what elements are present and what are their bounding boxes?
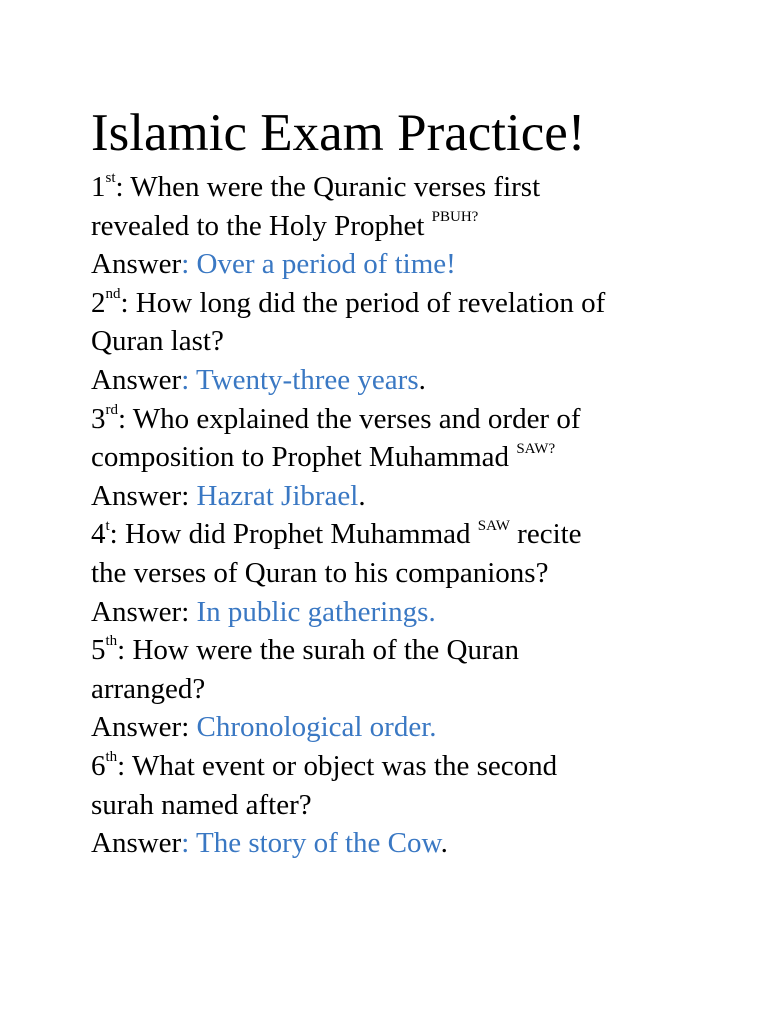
question-text: : Who explained the verses and order of [118, 402, 581, 435]
question-number: 1 [91, 171, 106, 203]
question-line [91, 284, 751, 323]
question-number: 2 [91, 286, 106, 319]
answer-line [91, 593, 751, 632]
question-text: : How were the surah of the Quran [117, 634, 520, 667]
honorific: SAW? [516, 440, 556, 457]
answer-separator: : [181, 827, 196, 860]
question-text: : What event or object was the second [117, 749, 558, 782]
ordinal-suffix: nd [105, 286, 121, 303]
answer-line [91, 824, 751, 863]
answer-line [91, 477, 751, 516]
ordinal-suffix: th [105, 633, 118, 650]
ordinal-suffix: rd [105, 401, 118, 418]
answer-label: Answer [91, 711, 182, 744]
answer-separator: : [181, 595, 197, 628]
question-text: : When were the Quranic verses first [115, 171, 541, 203]
ordinal-suffix: t [105, 517, 110, 534]
answer-separator: : [181, 479, 197, 512]
answer-separator: : [181, 248, 197, 281]
question-text: surah named after? [91, 788, 312, 821]
answer-separator: : [181, 711, 197, 744]
question-text: recite [509, 518, 582, 551]
answer-text: Chronological order. [196, 711, 437, 744]
question-text: the verses of Quran to his companions? [91, 556, 549, 589]
question-number: 5 [91, 634, 106, 667]
answer-line [91, 708, 751, 747]
answer-line [91, 361, 751, 400]
question-item [91, 631, 751, 747]
question-text: arranged? [91, 672, 206, 705]
question-text: : How did Prophet Muhammad [109, 518, 478, 551]
answer-line [91, 245, 751, 284]
question-number: 4 [91, 518, 106, 551]
question-list [91, 168, 751, 863]
question-line [91, 554, 751, 593]
question-line [91, 631, 751, 670]
ordinal-suffix: th [105, 749, 118, 766]
question-item [91, 168, 751, 284]
question-line [91, 786, 751, 825]
answer-label: Answer [91, 595, 182, 628]
question-item [91, 515, 751, 631]
question-line [91, 207, 751, 246]
answer-end: . [418, 363, 426, 396]
answer-end: . [440, 827, 448, 860]
page-title: Islamic Exam Practice! [91, 104, 586, 162]
answer-text: The story of the Cow [196, 827, 441, 860]
answer-end: . [358, 479, 366, 512]
answer-text: In public gatherings. [196, 595, 436, 628]
question-line [91, 670, 751, 709]
question-item [91, 400, 751, 516]
question-text: : How long did the period of revelation of [120, 286, 606, 319]
question-item [91, 747, 751, 863]
answer-label: Answer [91, 479, 182, 512]
question-line [91, 322, 751, 361]
question-line [91, 515, 751, 554]
question-text: Quran last? [91, 325, 224, 358]
ordinal-suffix: st [105, 170, 116, 187]
question-item [91, 284, 751, 400]
question-line [91, 747, 751, 786]
answer-label: Answer [91, 363, 182, 396]
answer-label: Answer [91, 827, 182, 860]
answer-text: Over a period of time! [196, 248, 456, 281]
answer-label: Answer [91, 248, 182, 281]
question-text: composition to Prophet Muhammad [91, 441, 517, 474]
document-body [91, 98, 751, 863]
honorific: PBUH? [431, 208, 479, 225]
answer-text: Hazrat Jibrael [196, 479, 359, 512]
question-number: 6 [91, 749, 106, 782]
answer-text: Twenty-three years [196, 363, 419, 396]
question-line [91, 438, 751, 477]
question-line [91, 168, 751, 207]
question-number: 3 [91, 402, 106, 435]
question-line [91, 400, 751, 439]
honorific: SAW [477, 517, 510, 534]
question-text: revealed to the Holy Prophet [91, 209, 432, 242]
answer-separator: : [181, 363, 196, 396]
